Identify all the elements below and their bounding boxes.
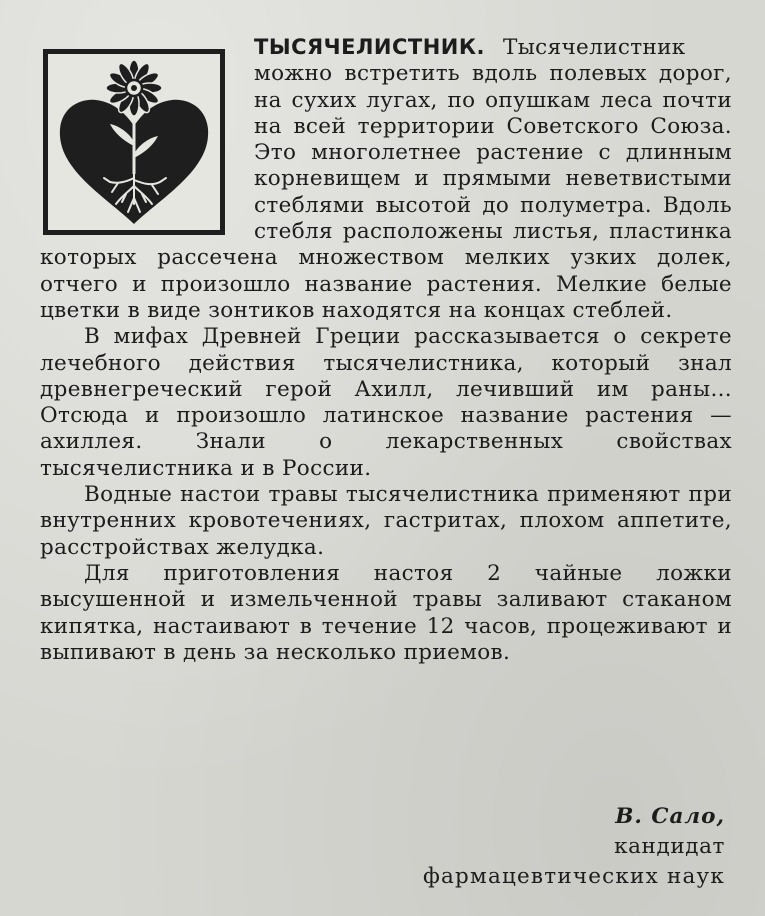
paragraph-1-text: Тысячелистник можно встретить вдоль полевых дорог, на сухих лугах, по опушкам леса почти на всей территории Советского Союза. Это многолетнее растение с длинным корневищем и прямыми неветвистыми стеблями высотой до полуметра. Вдоль стебля расположены листья, пластинка которых рассечена множеством мелких узких долек, отчего и произошло название растения. Мелкие белые цветки в виде зонтиков находятся на концах стеблей. — [40, 35, 732, 323]
author-title-line1: кандидат — [614, 834, 725, 859]
author-signature — [423, 802, 725, 892]
article-body — [40, 34, 732, 666]
emblem-space — [40, 34, 254, 242]
author-name: В. Сало, — [615, 804, 725, 829]
author-title-line2: фармацевтических наук — [423, 864, 725, 889]
paragraph-4: Для приготовления настоя 2 чайные ложки высушенной и измельченной травы заливают стаканом кипятка, настаивают в течение 12 часов, процеживают и выпивают в день за несколько приемов. — [40, 560, 732, 665]
article-heading: ТЫСЯЧЕЛИСТНИК. — [254, 35, 486, 59]
paragraph-3: Водные настои травы тысячелистника применяют при внутренних кровотечениях, гастритах, плохом аппетите, расстройствах желудка. — [40, 482, 732, 560]
paragraph-2: В мифах Древней Греции рассказывается о секрете лечебного действия тысячелистника, который знал древнегреческий герой Ахилл, лечивший им раны... Отсюда и произошло латинское название растения — ахиллея. Знали о лекарственных свойствах тысячелистника и в России. — [40, 324, 732, 481]
